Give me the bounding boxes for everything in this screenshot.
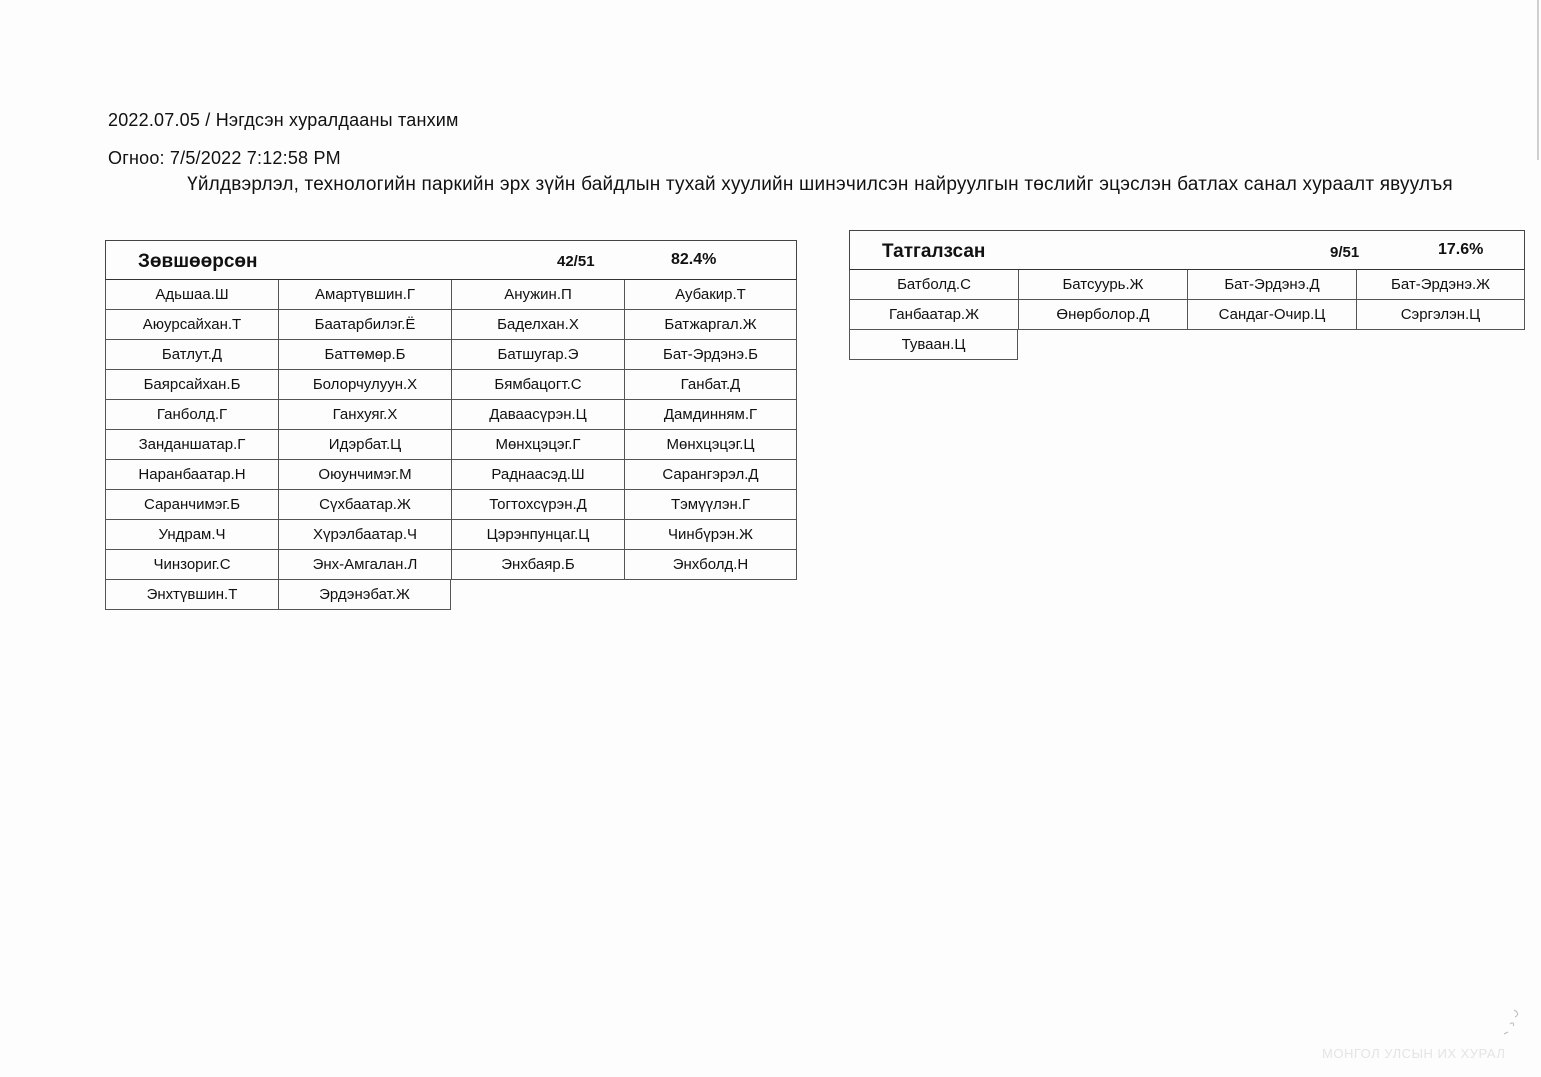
yes-count: 42/51 xyxy=(557,253,595,270)
yes-member-cell: Чинбүрэн.Ж xyxy=(624,520,797,550)
yes-member-cell: Энхтүвшин.Т xyxy=(105,580,278,610)
no-member-cell: Сандаг-Очир.Ц xyxy=(1187,300,1356,330)
yes-member-cell: Сүхбаатар.Ж xyxy=(278,490,451,520)
no-member-cell: Батболд.С xyxy=(849,270,1018,300)
yes-member-cell: Бямбацогт.С xyxy=(451,370,624,400)
no-count: 9/51 xyxy=(1330,244,1360,261)
yes-title: Зөвшөөрсөн xyxy=(138,251,258,272)
yes-member-cell: Оюунчимэг.М xyxy=(278,460,451,490)
yes-member-cell: Аюурсайхан.Т xyxy=(105,310,278,340)
yes-member-cell: Ганбат.Д xyxy=(624,370,797,400)
yes-member-cell: Бат-Эрдэнэ.Б xyxy=(624,340,797,370)
yes-member-cell: Ганболд.Г xyxy=(105,400,278,430)
watermark: МОНГОЛ УЛСЫН ИХ ХУРАЛ xyxy=(1322,1046,1506,1061)
signature-mark-icon xyxy=(1500,1008,1522,1038)
yes-member-cell: Эрдэнэбат.Ж xyxy=(278,580,451,610)
yes-member-cell: Наранбаатар.Н xyxy=(105,460,278,490)
yes-member-cell: Болорчулуун.Х xyxy=(278,370,451,400)
no-header xyxy=(849,230,1525,270)
no-name-grid xyxy=(849,270,1525,360)
no-member-cell: Бат-Эрдэнэ.Д xyxy=(1187,270,1356,300)
yes-header xyxy=(105,240,797,280)
yes-member-cell: Цэрэнпунцаг.Ц xyxy=(451,520,624,550)
yes-member-cell: Баярсайхан.Б xyxy=(105,370,278,400)
yes-member-cell: Баделхан.Х xyxy=(451,310,624,340)
yes-member-cell: Амартүвшин.Г xyxy=(278,280,451,310)
no-member-cell: Бат-Эрдэнэ.Ж xyxy=(1356,270,1525,300)
yes-member-cell: Мөнхцэцэг.Г xyxy=(451,430,624,460)
no-member-cell: Ганбаатар.Ж xyxy=(849,300,1018,330)
yes-member-cell: Раднаасэд.Ш xyxy=(451,460,624,490)
no-vote-block xyxy=(849,230,1525,360)
yes-member-cell: Дамдинням.Г xyxy=(624,400,797,430)
no-member-cell: Батсуурь.Ж xyxy=(1018,270,1187,300)
no-member-cell: Сэргэлэн.Ц xyxy=(1356,300,1525,330)
yes-member-cell: Анужин.П xyxy=(451,280,624,310)
yes-member-cell: Идэрбат.Ц xyxy=(278,430,451,460)
no-member-cell: Өнөрболор.Д xyxy=(1018,300,1187,330)
yes-member-cell: Сарангэрэл.Д xyxy=(624,460,797,490)
no-title: Татгалзсан xyxy=(882,241,986,262)
yes-member-cell: Мөнхцэцэг.Ц xyxy=(624,430,797,460)
yes-member-cell: Чинзориг.С xyxy=(105,550,278,580)
yes-member-cell: Хүрэлбаатар.Ч xyxy=(278,520,451,550)
yes-member-cell: Ундрам.Ч xyxy=(105,520,278,550)
yes-member-cell: Даваасүрэн.Ц xyxy=(451,400,624,430)
yes-member-cell: Батжаргал.Ж xyxy=(624,310,797,340)
yes-member-cell: Занданшатар.Г xyxy=(105,430,278,460)
yes-member-cell: Энхбаяр.Б xyxy=(451,550,624,580)
yes-member-cell: Тэмүүлэн.Г xyxy=(624,490,797,520)
date-line: Огноо: 7/5/2022 7:12:58 PM xyxy=(108,148,341,168)
yes-member-cell: Баттөмөр.Б xyxy=(278,340,451,370)
yes-member-cell: Энх-Амгалан.Л xyxy=(278,550,451,580)
yes-member-cell: Адьшаа.Ш xyxy=(105,280,278,310)
yes-percent: 82.4% xyxy=(671,251,717,268)
yes-member-cell: Батлут.Д xyxy=(105,340,278,370)
session-line: 2022.07.05 / Нэгдсэн хуралдааны танхим xyxy=(108,110,459,130)
yes-vote-block xyxy=(105,240,797,610)
motion-title: Үйлдвэрлэл, технологийн паркийн эрх зүйн байдлын тухай хуулийн шинэчилсэн найруулгын төслийг эцэслэн батлах санал хураалт явуулъя xyxy=(187,174,1453,195)
yes-member-cell: Аубакир.Т xyxy=(624,280,797,310)
yes-member-cell: Баатарбилэг.Ё xyxy=(278,310,451,340)
yes-member-cell: Энхболд.Н xyxy=(624,550,797,580)
no-percent: 17.6% xyxy=(1438,241,1484,258)
yes-member-cell: Батшугар.Э xyxy=(451,340,624,370)
no-member-cell: Туваан.Ц xyxy=(849,330,1018,360)
yes-member-cell: Саранчимэг.Б xyxy=(105,490,278,520)
yes-member-cell: Тогтохсүрэн.Д xyxy=(451,490,624,520)
yes-member-cell: Ганхуяг.Х xyxy=(278,400,451,430)
scan-edge-line xyxy=(1537,0,1539,160)
yes-name-grid xyxy=(105,280,797,610)
